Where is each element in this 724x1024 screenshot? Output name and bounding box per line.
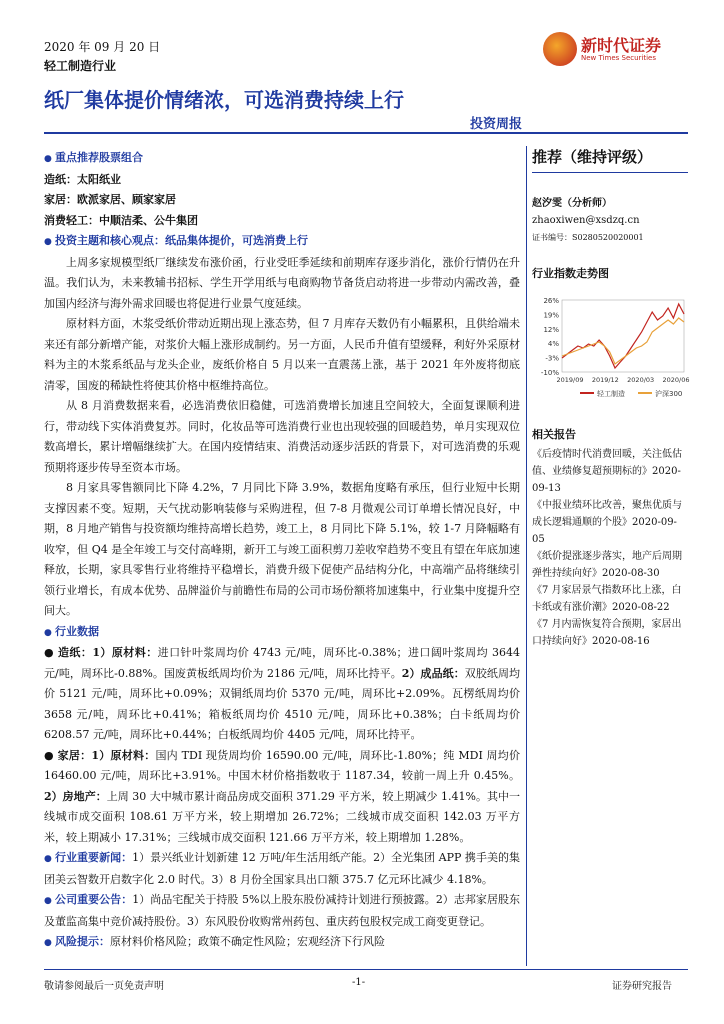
data-home-sub1: 1）原材料：	[91, 748, 156, 762]
footer-rule	[44, 969, 688, 970]
section-stock-picks: ● 重点推荐股票组合	[44, 148, 520, 170]
x-tick-label: 2020/03	[627, 376, 655, 384]
index-chart	[532, 292, 690, 410]
x-tick-label: 2020/06	[662, 376, 690, 384]
report-date: 2020 年 09 月 20 日	[44, 40, 161, 54]
data-home-sub2: 2）房地产：	[44, 789, 107, 803]
paragraph-4: 8 月家具零售额同比下降 4.2%，7 月同比下降 3.9%，数据角度略有承压，但行业短中长期支撑因素不变。短期，天气扰动影响装修与采购进程，但 7-8 月微观公司订单增长情况良好，中期，8 月地产销售与投资额均维持高增长趋势，竣工上，8 月同比下降 5.1%，较 1-7 月降幅略有收窄，但 Q4 是全年竣工与交付高峰期，新开工与竣工面积剪刀差收窄趋势不变且有望在年底加速释放，长期，家具零售行业将维持平稳增长，消费升级下促使产品结构分化，中高端产品将继续引领行业增长，有成本优势、品牌溢价与前瞻性布局的公司市场份额将加速集中，行业集中度提升空间大。	[44, 481, 520, 617]
pick-home-value: 欧派家居、顾家家居	[77, 193, 176, 206]
data-paper-text2: 双胶纸周均价 5121 元/吨，周环比+0.09%；双铜纸周均价 5370 元/吨，周环比+2.09%。瓦楞纸周均价 3658 元/吨，周环比+0.41%；箱板纸周均价 4510 元/吨，周环比+0.38%；白卡纸周均价 6208.57 元/吨，周环比+0.44%；白板纸周均价 4405 元/吨，周环比持平。	[44, 666, 521, 741]
analyst-block	[532, 195, 644, 246]
series-line-csi300	[562, 318, 684, 364]
data-home: ● 家居：1）原材料：国内 TDI 现货周均价 16590.00 元/吨，周环比-1.80%；纯 MDI 周均价 16460.00 元/吨，周环比+3.91%。中国木材价格指数收于 1187.34，较前一周上升 0.45%。2）房地产：上周 30 大中城市累计商品房成交面积 371.29 平方米，较上期减少 1.41%。其中一线城市成交面积 108.61 万平方米，较上期增加 26.72%；二线城市成交面积 142.03 万平方米，较上期减小 17.31%；三线城市成交面积 121.66 万平方米，较上期增加 1.28%。	[44, 748, 521, 844]
risk-text: 原材料价格风险；政策不确定性风险；宏观经济下行风险	[110, 935, 385, 948]
pick-home	[44, 190, 520, 211]
pick-paper-value: 太阳纸业	[77, 172, 121, 186]
related-item[interactable]: 《后疫情时代消费回暖，关注低估值、业绩修复超预期标的》2020-09-13	[532, 449, 682, 494]
data-paper-text1: 进口针叶浆周均价 4743 元/吨，周环比-0.38%；进口阔叶浆周均 3644 元/吨，周环比-0.88%。国废黄板纸周均价为 2186 元/吨，周环比持平。	[44, 646, 521, 680]
footer-report-label: 证券研究报告	[612, 981, 672, 992]
analyst-cert: 证书编号：S0280520020001	[532, 233, 644, 242]
y-tick-label: -3%	[545, 354, 559, 363]
data-paper: ● 造纸：1）原材料：进口针叶浆周均价 4743 元/吨，周环比-0.38%；进口阔叶浆周均 3644 元/吨，周环比-0.88%。国废黄板纸周均价为 2186 元/吨，周环比持平。2）成品纸：双胶纸周均价 5121 元/吨，周环比+0.09%；双铜纸周均价 5370 元/吨，周环比+2.09%。瓦楞纸周均价 3658 元/吨，周环比+0.41%；箱板纸周均价 4510 元/吨，周环比+0.38%；白卡纸周均价 6208.57 元/吨，周环比+0.44%；白板纸周均价 4405 元/吨，周环比持平。	[44, 646, 521, 741]
data-home-text2: 上周 30 大中城市累计商品房成交面积 371.29 平方米，较上期减少 1.41%。其中一线城市成交面积 108.61 万平方米，较上期增加 26.72%；二线城市成交面积 142.03 万平方米，较上期减小 17.31%；三线城市成交面积 121.66 万平方米，较上期增加 1.28%。	[44, 789, 520, 844]
related-item[interactable]: 《中报业绩环比改善，聚焦优质与成长逻辑通顺的个股》2020-09-05	[532, 500, 682, 545]
y-tick-label: 4%	[547, 340, 559, 349]
data-paper-label: 造纸：	[57, 646, 93, 659]
data-home-label: 家居：	[57, 748, 92, 762]
index-chart-svg	[532, 292, 690, 410]
paragraph-1: 上周多家规模型纸厂继续发布涨价函，行业受旺季延续和前期库存逐步消化，涨价行情仍在升温。我们认为，未来教辅书招标、学生开学用纸与电商购物节备货启动将进一步带动内需改善，叠加国内经济与海外需求回暖也将促进行业景气度延续。	[44, 255, 520, 310]
risk-warning	[44, 932, 520, 954]
rating: 推荐（维持评级）	[532, 148, 653, 166]
y-tick-label: 12%	[543, 325, 559, 334]
company-notices	[44, 890, 520, 932]
logo-subtitle: New Times Securities	[581, 54, 656, 62]
pick-consumer-label: 消费轻工：	[44, 213, 99, 227]
related-item[interactable]: 《7 月家居景气指数环比上涨，白卡纸或有涨价潮》2020-08-22	[532, 585, 682, 613]
pick-paper-label: 造纸：	[44, 172, 77, 186]
report-title: 纸厂集体提价情绪浓，可选消费持续上行	[44, 88, 404, 112]
related-item[interactable]: 《7 月内需恢复符合预期，家居出口持续向好》2020-08-16	[532, 619, 682, 647]
column-divider	[526, 146, 527, 966]
data-paper-sub2: 2）成品纸：	[401, 666, 465, 680]
section-core-view: ● 投资主题和核心观点：纸品集体提价，可选消费上行	[44, 231, 520, 253]
pick-paper	[44, 170, 520, 191]
header-rule	[44, 132, 688, 134]
section-risk: ● 风险提示：	[44, 935, 110, 948]
notices-text: 1）尚品宅配关于持股 5%以上股东股份减持计划进行预披露。2）志邦家居股东及董监高集中竞价减持股份。3）东风股份收购常州药包、重庆药包股权完成工商变更登记。	[44, 893, 520, 928]
data-paper-sub1: 1）原材料：	[92, 646, 158, 659]
y-tick-label: -10%	[540, 369, 559, 377]
news-text: 1）景兴纸业计划新建 12 万吨/年生活用纸产能。2）全光集团 APP 携手美的集团美云智数开启数字化 2.0 时代。3）8 月份全国家具出口额 375.7 亿元环比减少 4.18%。	[44, 851, 520, 886]
report-type: 投资周报	[470, 117, 523, 132]
pick-home-label: 家居：	[44, 193, 77, 206]
paragraph-2: 原材料方面，木浆受纸价带动近期出现上涨态势，但 7 月库存天数仍有小幅累积，且供给端未来还有部分新增产能，对浆价大幅上涨形成制约。另一方面，人民币升值有望缓释，利好外采原材料为主的木浆系纸品与龙头企业，废纸价格自 5 月以来一直震荡上涨，基于 2021 年外废将彻底清零，国废的稀缺性将使其价格中枢维持高位。	[44, 317, 520, 392]
related-item[interactable]: 《纸价提涨逐步落实，地产后周期弹性持续向好》2020-08-30	[532, 551, 682, 579]
y-tick-label: 19%	[543, 311, 559, 320]
section-news: ● 行业重要新闻：	[44, 851, 132, 864]
industry-label: 轻工制造行业	[44, 59, 117, 73]
logo-name: 新时代证券	[581, 36, 662, 55]
company-logo	[543, 32, 683, 68]
page-number: -1-	[352, 977, 366, 988]
logo-globe-icon	[543, 32, 577, 66]
chart-title: 行业指数走势图	[532, 267, 609, 280]
legend-label: 轻工制造	[597, 390, 625, 398]
data-home-text1: 国内 TDI 现货周均价 16590.00 元/吨，周环比-1.80%；纯 MDI 周均价 16460.00 元/吨，周环比+3.91%。中国木材价格指数收于 1187.34，较前一周上升 0.45%。	[44, 748, 521, 782]
pick-consumer-value: 中顺洁柔、公牛集团	[99, 213, 198, 227]
legend-label: 沪深300	[655, 390, 683, 398]
pick-consumer	[44, 211, 520, 232]
related-title: 相关报告	[532, 428, 576, 441]
x-tick-label: 2019/12	[591, 376, 619, 384]
paragraph-3: 从 8 月消费数据来看，必选消费依旧稳健，可选消费增长加速且空间较大，全面复课顺利进行，带动线下实体消费复苏。同时，化妆品等可选消费行业也出现较强的回暖趋势，单月实现双位数高增长，累计增幅继续扩大。在国内疫情结束、消费活动逐步活跃的背景下，对可选消费的乐观预期将逐步传导至资本市场。	[44, 399, 520, 474]
section-notices: ● 公司重要公告：	[44, 893, 132, 906]
x-tick-label: 2019/09	[556, 376, 584, 384]
footer-disclaimer[interactable]: 敬请参阅最后一页免责声明	[44, 981, 164, 992]
section-industry-data: ● 行业数据	[44, 622, 520, 644]
related-list	[532, 446, 687, 650]
rating-rule	[532, 172, 688, 173]
industry-news	[44, 848, 520, 890]
main-column	[44, 148, 520, 954]
y-tick-label: 26%	[543, 297, 559, 305]
analyst-email[interactable]: zhaoxiwen@xsdzq.cn	[532, 215, 640, 226]
analyst-name: 赵汐雯（分析师）	[532, 198, 612, 209]
